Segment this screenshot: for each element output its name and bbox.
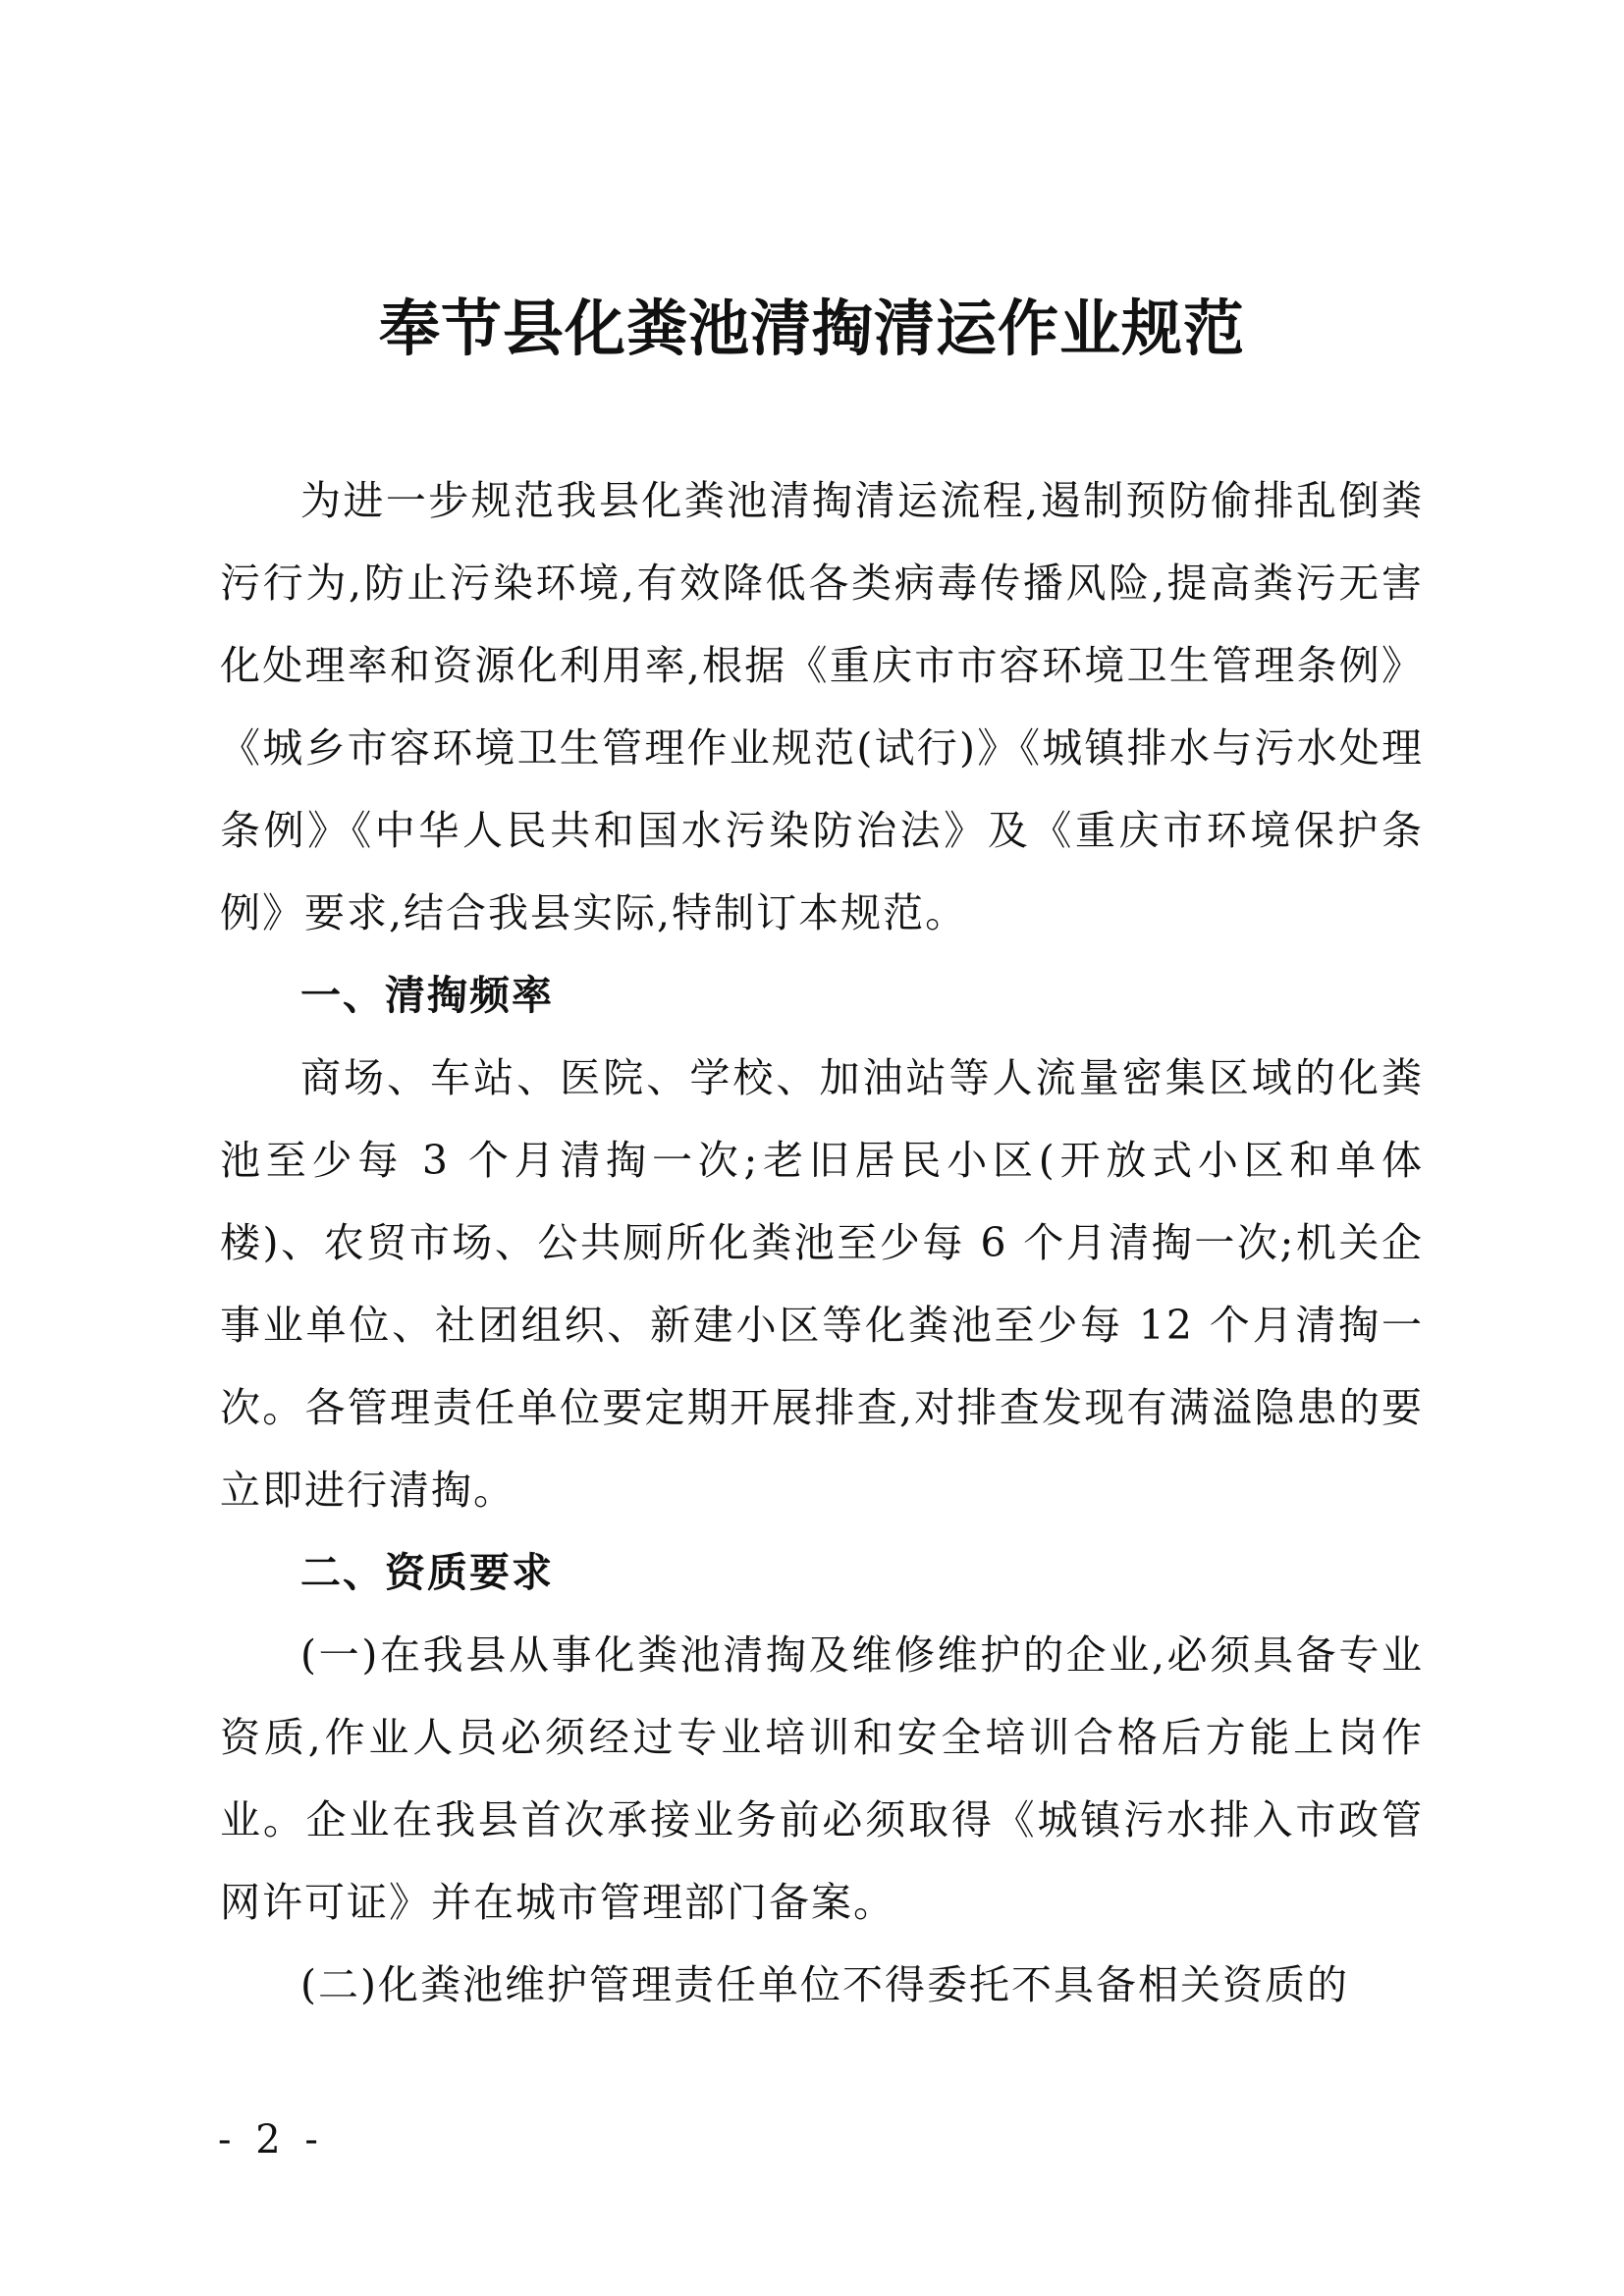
qualification-paragraph-1: (一)在我县从事化粪池清掏及维修维护的企业,必须具备专业资质,作业人员必须经过专业培训和安全培训合格后方能上岗作业。企业在我县首次承接业务前必须取得《城镇污水排入市政管网许可证》并在城市管理部门备案。 bbox=[220, 1631, 1424, 1926]
page-number: - 2 - bbox=[218, 2117, 324, 2163]
document-body bbox=[220, 459, 1424, 2026]
document-title: 奉节县化粪池清掏清运作业规范 bbox=[378, 293, 1245, 364]
frequency-paragraph: 商场、车站、医院、学校、加油站等人流量密集区域的化粪池至少每 3 个月清掏一次;老旧居民小区(开放式小区和单体楼)、农贸市场、公共厕所化粪池至少每 6 个月清掏一次;机关企事业单位、社团组织、新建小区等化粪池至少每 12 个月清掏一次。各管理责任单位要定期开展排查,对排查发现有满溢隐患的要立即进行清掏。 bbox=[220, 1054, 1424, 1514]
qualification-paragraph-2: (二)化粪池维护管理责任单位不得委托不具备相关资质的 bbox=[300, 1961, 1349, 2008]
section-heading-qualification: 二、资质要求 bbox=[300, 1549, 554, 1596]
intro-paragraph: 为进一步规范我县化粪池清掏清运流程,遏制预防偷排乱倒粪污行为,防止污染环境,有效降低各类病毒传播风险,提高粪污无害化处理率和资源化利用率,根据《重庆市市容环境卫生管理条例》《城乡市容环境卫生管理作业规范(试行)》《城镇排水与污水处理条例》《中华人民共和国水污染防治法》及《重庆市环境保护条例》要求,结合我县实际,特制订本规范。 bbox=[220, 477, 1424, 936]
section-heading-frequency: 一、清掏频率 bbox=[300, 972, 554, 1019]
